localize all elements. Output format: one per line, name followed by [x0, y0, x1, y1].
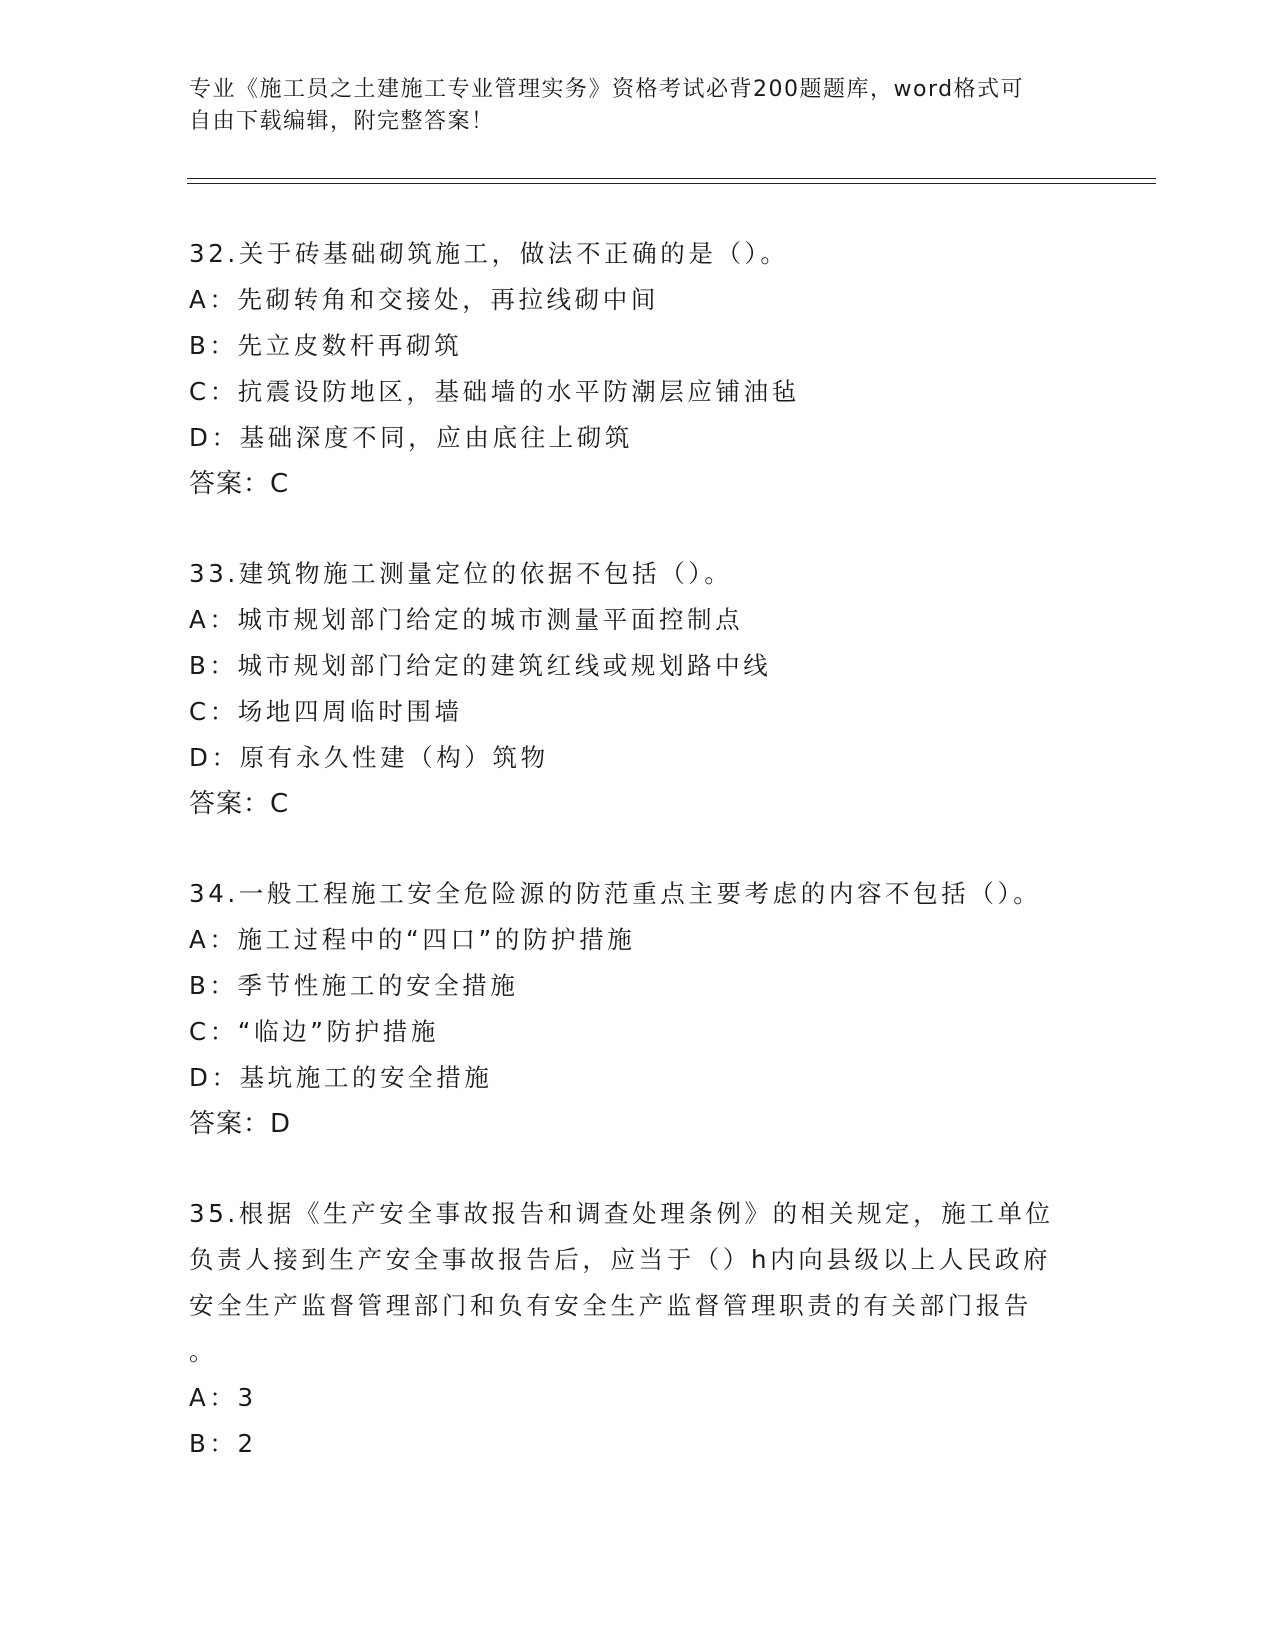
question-stem-line-4: 。: [189, 1337, 218, 1366]
question-32: [189, 231, 1089, 507]
option-a: A：施工过程中的“四口”的防护措施: [189, 925, 636, 954]
question-stem-line-3: 安全生产监督管理部门和负有安全生产监督管理职责的有关部门报告: [189, 1291, 1032, 1320]
question-stem: 33.建筑物施工测量定位的依据不包括（）。: [189, 559, 733, 588]
question-35: [189, 1191, 1089, 1467]
question-stem-line-1: 35.根据《生产安全事故报告和调查处理条例》的相关规定，施工单位: [189, 1199, 1054, 1228]
option-a: A：先砌转角和交接处，再拉线砌中间: [189, 285, 659, 314]
option-b: B：先立皮数杆再砌筑: [189, 331, 463, 360]
question-stem: 32.关于砖基础砌筑施工，做法不正确的是（）。: [189, 239, 789, 268]
question-stem: [189, 1191, 1089, 1375]
answer: 答案：C: [189, 789, 290, 819]
answer: 答案：D: [189, 1109, 292, 1139]
question-stem-line-2: 负责人接到生产安全事故报告后，应当于（）h内向县级以上人民政府: [189, 1245, 1052, 1274]
option-b: B：2: [189, 1429, 257, 1458]
option-d: D：基坑施工的安全措施: [189, 1063, 493, 1092]
option-d: D：基础深度不同，应由底往上砌筑: [189, 423, 633, 452]
document-header: [189, 74, 1089, 138]
question-stem: 34.一般工程施工安全危险源的防范重点主要考虑的内容不包括（）。: [189, 879, 1042, 908]
header-divider-top: [187, 178, 1156, 179]
option-a: A：3: [189, 1383, 257, 1412]
option-c: C：“临边”防护措施: [189, 1017, 439, 1046]
option-b: B：城市规划部门给定的建筑红线或规划路中线: [189, 651, 772, 680]
option-b: B：季节性施工的安全措施: [189, 971, 519, 1000]
option-a: A：城市规划部门给定的城市测量平面控制点: [189, 605, 744, 634]
option-c: C：场地四周临时围墙: [189, 697, 463, 726]
header-line-1: 专业《施工员之土建施工专业管理实务》资格考试必背200题题库，word格式可: [189, 77, 1025, 102]
question-34: [189, 871, 1089, 1147]
header-divider-bottom: [187, 183, 1156, 184]
header-line-2: 自由下载编辑，附完整答案！: [189, 109, 495, 134]
option-c: C：抗震设防地区，基础墙的水平防潮层应铺油毡: [189, 377, 800, 406]
answer: 答案：C: [189, 469, 290, 499]
option-d: D：原有永久性建（构）筑物: [189, 743, 549, 772]
question-33: [189, 551, 1089, 827]
